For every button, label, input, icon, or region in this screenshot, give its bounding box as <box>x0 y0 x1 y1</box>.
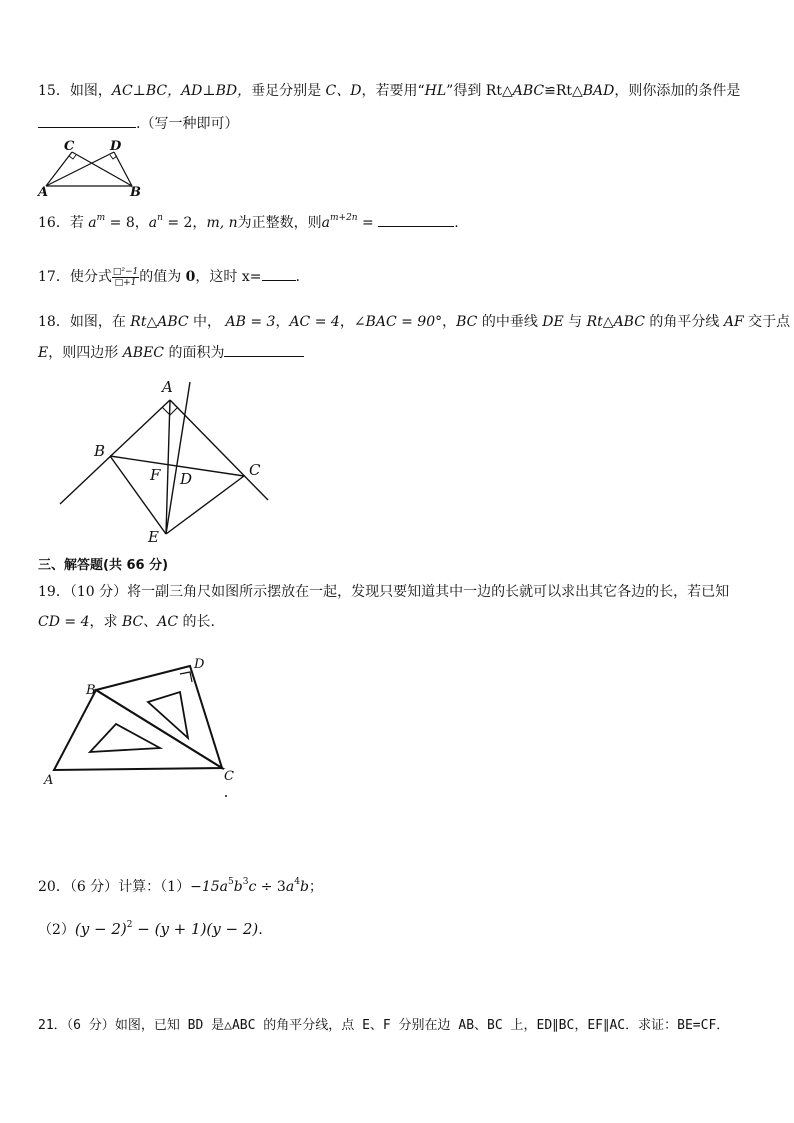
label-D: D <box>194 657 205 672</box>
q15-figure <box>36 138 146 198</box>
q19-line1: 19．（10 分）将一副三角尺如图所示摆放在一起，发现只要知道其中一边的长就可以求出其它各边的长，若已知 <box>38 584 730 600</box>
label-B: B <box>86 683 96 698</box>
label-C: C <box>64 139 75 154</box>
q16-line: 16．若 $a^m = 8$，$a^n = 2$，m, n为正整数，则$a^{m+2n}$ = . <box>38 213 459 231</box>
answer-blank[interactable] <box>224 342 304 357</box>
label-D: D <box>110 139 122 154</box>
label-E: E <box>148 528 159 544</box>
q15-line1: 15．如图，AC⊥BC，AD⊥BD，垂足分别是 C、D，若要用“HL”得到 Rt△ABC≌Rt△BAD，则你添加的条件是 <box>38 83 741 99</box>
q20-line2: $(2)(y - 2)^2 - (y + 1)(y - 2)$. <box>38 920 263 938</box>
q21-line: 21．（6 分）如图，已知 BD 是△ABC 的角平分线，点 E、F 分别在边 AB、BC 上，ED∥BC，EF∥AC．求证：BE=CF． <box>38 1018 730 1033</box>
q20-line1: 20．（6 分）计算：$(1)-15a^5b^3c \div 3a^4b$； <box>38 877 323 895</box>
label-B: B <box>94 442 106 460</box>
q15-line2: .（写一种即可） <box>38 113 238 134</box>
q17-line: 17．使分式 $\frac{\text{□²−1}}{□+1}$ 的值为 0，这时 x= . <box>38 266 300 288</box>
answer-blank[interactable] <box>38 113 136 128</box>
label-A: A <box>44 773 54 788</box>
fraction: $\frac{\text{□²−1}}{□+1}$ <box>112 266 139 288</box>
q18-line2: E，则四边形 ABEC 的面积为 <box>38 342 304 363</box>
label-A: A <box>38 185 49 198</box>
label-D: D <box>180 470 193 488</box>
label-A: A <box>162 378 173 396</box>
label-F: F <box>150 466 161 484</box>
label-B: B <box>130 185 141 198</box>
section-title: 三、解答题(共 66 分) <box>38 558 169 573</box>
label-C: C <box>249 461 261 479</box>
q19-line2: CD = 4，求 BC、AC 的长. <box>38 614 215 630</box>
answer-blank[interactable] <box>262 266 296 281</box>
label-C: C <box>224 769 234 784</box>
q18-figure <box>56 372 286 544</box>
q19-figure <box>40 654 250 802</box>
answer-blank[interactable] <box>378 212 454 227</box>
q18-line1: 18．如图，在 Rt△ABC 中， AB = 3，AC = 4，∠BAC = 90°，BC 的中垂线 DE 与 Rt△ABC 的角平分线 AF 交于点 <box>38 314 791 330</box>
